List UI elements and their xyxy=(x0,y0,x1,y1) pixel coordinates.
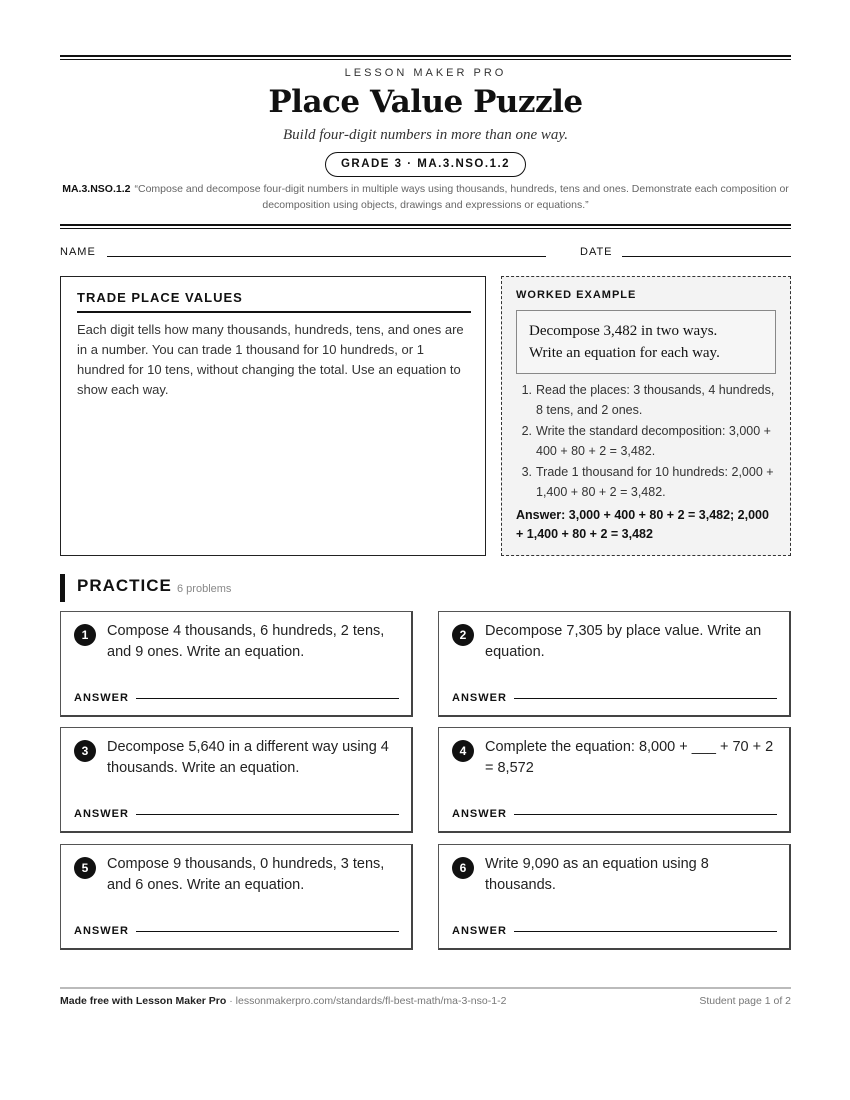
worked-example-panel xyxy=(501,276,791,556)
trade-title: TRADE PLACE VALUES xyxy=(77,290,471,313)
worksheet-page xyxy=(60,0,791,1100)
header-bottom-rule xyxy=(60,224,791,229)
practice-count: 6 problems xyxy=(177,583,232,595)
worked-step xyxy=(516,462,776,502)
page-title: Place Value Puzzle xyxy=(268,84,583,120)
worked-example-prompt xyxy=(516,310,776,374)
answer-field[interactable] xyxy=(514,698,777,699)
problem-text: Write 9,090 as an equation using 8 thousands. xyxy=(485,856,709,893)
footer-made-with: Made free with Lesson Maker Pro xyxy=(60,995,227,1007)
step-number: 2. xyxy=(521,424,532,438)
worked-step xyxy=(516,380,776,420)
problem-number: 3 xyxy=(74,740,96,762)
problem-card xyxy=(60,611,413,717)
answer-field[interactable] xyxy=(136,698,399,699)
standard-description xyxy=(60,181,791,213)
practice-accent-bar xyxy=(60,574,65,602)
step-text: Write the standard decomposition: 3,000 + 400 + 80 + 2 = 3,482. xyxy=(536,424,771,458)
footer-page-number: Student page 1 of 2 xyxy=(699,995,791,1007)
problem-card xyxy=(438,611,791,717)
worked-step xyxy=(516,421,776,461)
problem-card xyxy=(60,727,413,833)
grade-badge: GRADE 3 · MA.3.NSO.1.2 xyxy=(325,152,526,177)
problem-number: 1 xyxy=(74,624,96,646)
answer-label: ANSWER xyxy=(452,808,507,820)
answer-field[interactable] xyxy=(136,931,399,932)
answer-label: ANSWER xyxy=(452,925,507,937)
footer-credit xyxy=(60,995,506,1007)
problem-number: 2 xyxy=(452,624,474,646)
date-field[interactable] xyxy=(622,256,791,257)
name-label: NAME xyxy=(60,246,96,258)
step-number: 3. xyxy=(521,465,532,479)
practice-title: PRACTICE xyxy=(77,576,172,595)
footer-url[interactable]: · lessonmakerpro.com/standards/fl-best-math/ma-3-nso-1-2 xyxy=(226,995,507,1007)
problem-text: Compose 9 thousands, 0 hundreds, 3 tens, and 6 ones. Write an equation. xyxy=(107,856,385,893)
trade-body: Each digit tells how many thousands, hundreds, tens, and ones are in a number. You can trade 1 thousand for 10 hundreds, or 1 hundred for 10 tens, without changing the total. Use an equation to show each way. xyxy=(77,322,464,397)
answer-field[interactable] xyxy=(514,814,777,815)
worked-prompt-line-2: Write an equation for each way. xyxy=(529,345,720,361)
date-label: DATE xyxy=(580,246,613,258)
worked-example-title: WORKED EXAMPLE xyxy=(516,289,637,301)
worked-prompt-line-1: Decompose 3,482 in two ways. xyxy=(529,323,718,339)
answer-field[interactable] xyxy=(514,931,777,932)
answer-field[interactable] xyxy=(136,814,399,815)
header-top-rule xyxy=(60,55,791,60)
worked-steps-list xyxy=(516,380,776,502)
footer-rule xyxy=(60,987,791,989)
problem-text: Complete the equation: 8,000 + ___ + 70 + 2 = 8,572 xyxy=(485,739,774,776)
problem-text: Decompose 7,305 by place value. Write an equation. xyxy=(485,623,762,660)
problem-card xyxy=(438,727,791,833)
standard-text: “Compose and decompose four-digit numbers in multiple ways using thousands, hundreds, tens and ones. Demonstrate each composition or decomposition using objects, drawings and expressions or equations.” xyxy=(134,183,789,211)
brand-name: LESSON MAKER PRO xyxy=(344,67,507,79)
standard-code: MA.3.NSO.1.2 xyxy=(62,183,131,195)
step-text: Trade 1 thousand for 10 hundreds: 2,000 + 1,400 + 80 + 2 = 3,482. xyxy=(536,465,774,499)
problem-text: Compose 4 thousands, 6 hundreds, 2 tens, and 9 ones. Write an equation. xyxy=(107,623,385,660)
problem-number: 6 xyxy=(452,857,474,879)
name-field[interactable] xyxy=(107,256,546,257)
worked-example-answer: Answer: 3,000 + 400 + 80 + 2 = 3,482; 2,000 + 1,400 + 80 + 2 = 3,482 xyxy=(516,508,769,541)
problem-card xyxy=(438,844,791,950)
answer-label: ANSWER xyxy=(74,925,129,937)
problem-number: 5 xyxy=(74,857,96,879)
answer-label: ANSWER xyxy=(74,808,129,820)
problem-number: 4 xyxy=(452,740,474,762)
step-text: Read the places: 3 thousands, 4 hundreds, 8 tens, and 2 ones. xyxy=(536,383,775,417)
problem-card xyxy=(60,844,413,950)
answer-label: ANSWER xyxy=(74,692,129,704)
page-subtitle: Build four-digit numbers in more than one way. xyxy=(283,127,568,143)
answer-label: ANSWER xyxy=(452,692,507,704)
trade-place-values-panel xyxy=(60,276,486,556)
problem-text: Decompose 5,640 in a different way using 4 thousands. Write an equation. xyxy=(107,739,389,776)
step-number: 1. xyxy=(521,383,532,397)
